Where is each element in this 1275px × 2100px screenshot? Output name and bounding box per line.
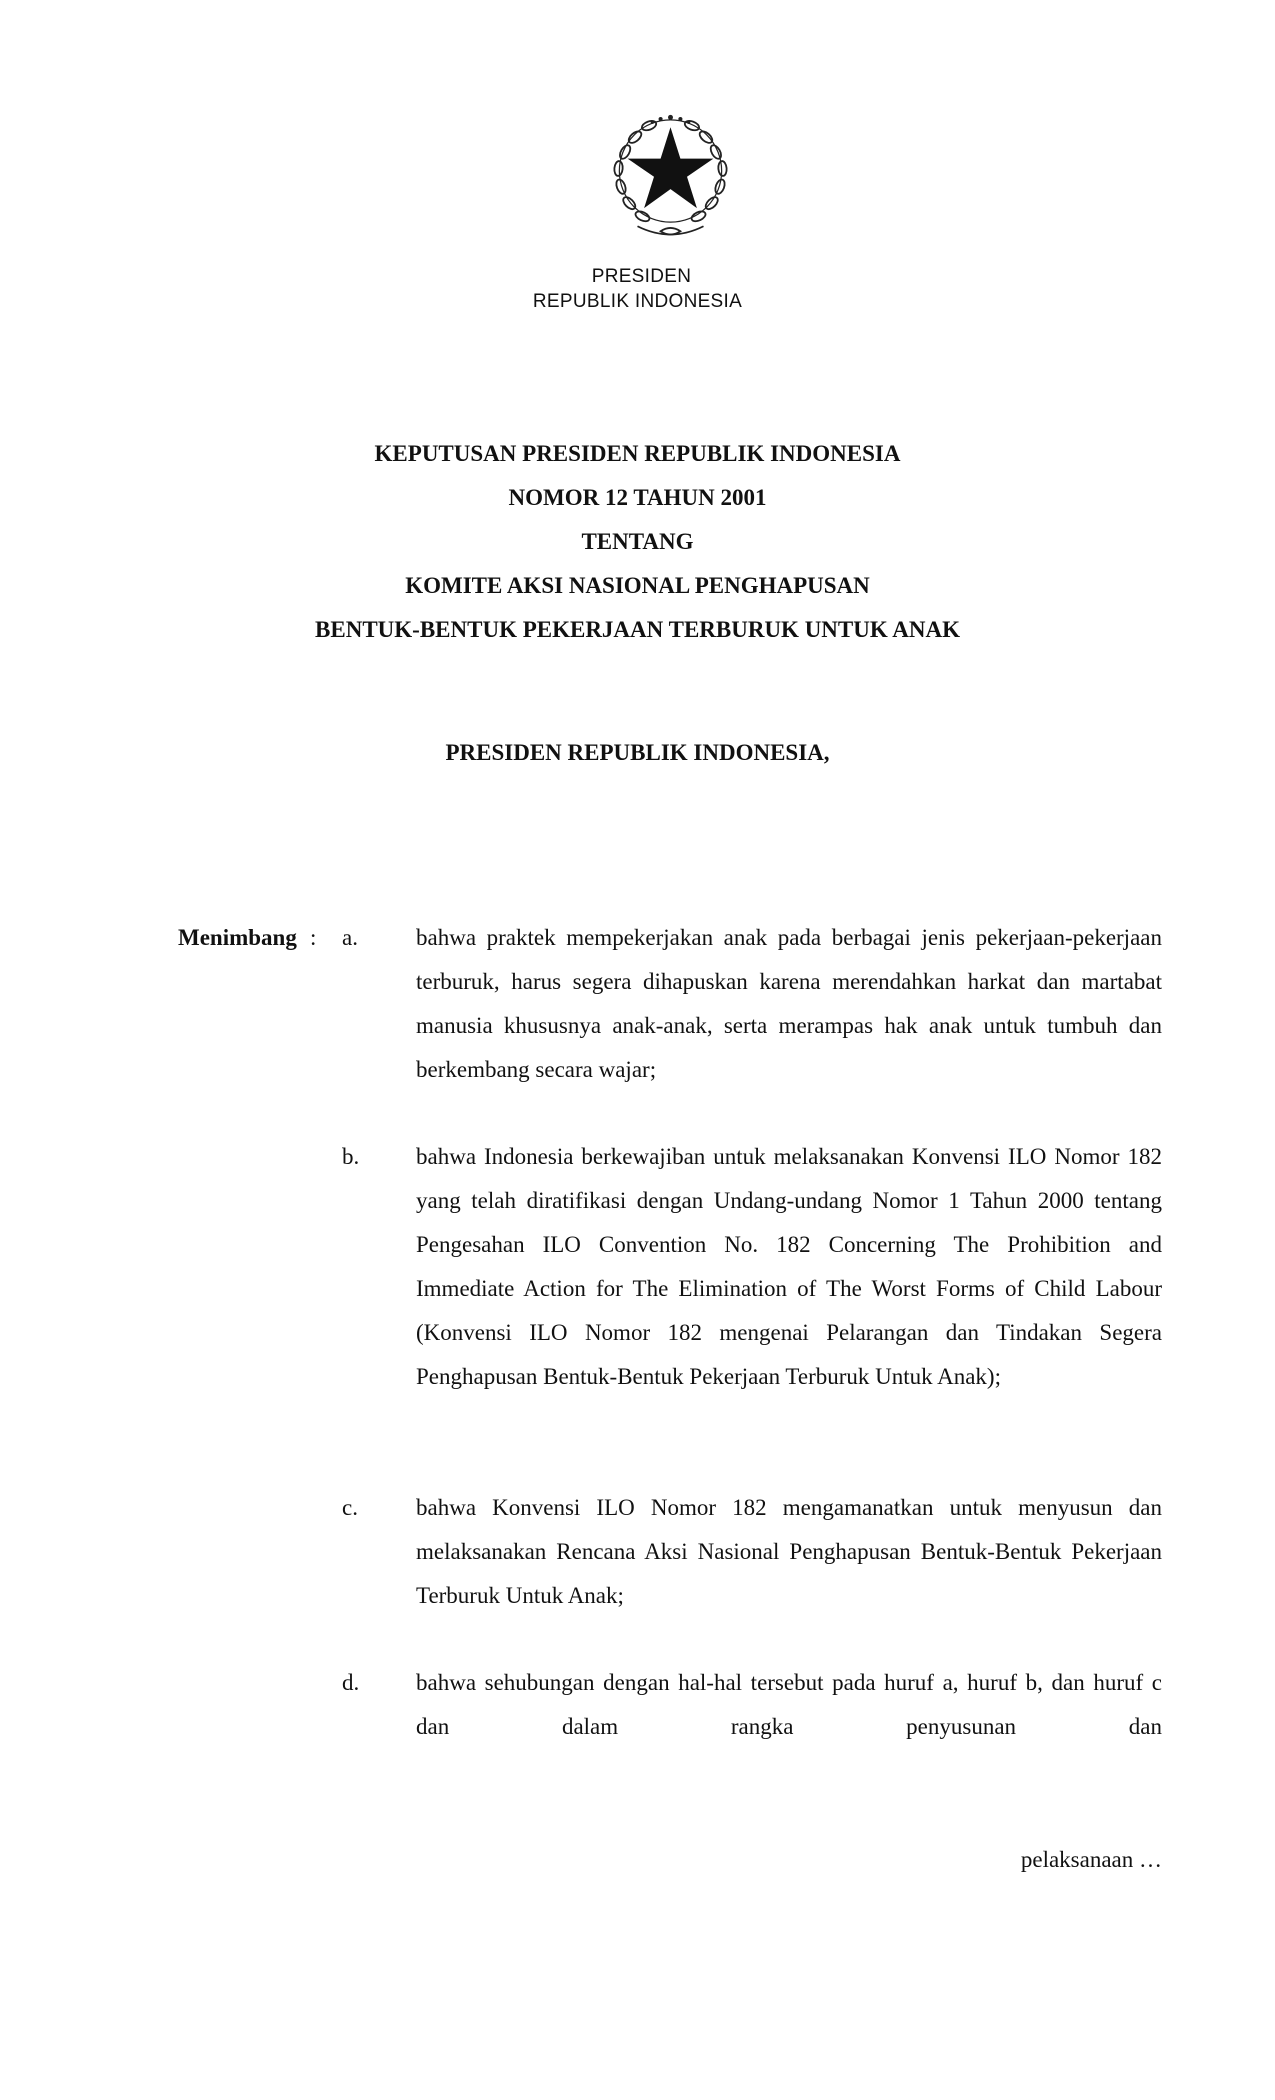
item-text-c: bahwa Konvensi ILO Nomor 182 mengamanatkan untuk menyusun dan melaksanakan Rencana Aksi Nasional Penghapusan Bentuk-Bentuk Pekerjaan Terburuk Untuk Anak; (416, 1495, 1162, 1608)
decree-title (0, 432, 1275, 652)
title-line-5: BENTUK-BENTUK PEKERJAAN TERBURUK UNTUK ANAK (315, 617, 960, 642)
item-text-a: bahwa praktek mempekerjakan anak pada berbagai jenis pekerjaan-pekerjaan terburuk, harus segera dihapuskan karena merendahkan harkat dan martabat manusia khususnya anak-anak, serta merampas hak anak untuk tumbuh dan berkembang secara wajar; (416, 925, 1162, 1082)
title-line-2: NOMOR 12 TAHUN 2001 (508, 485, 767, 510)
item-text-d: bahwa sehubungan dengan hal-hal tersebut pada huruf a, huruf b, dan huruf c dan dalam rangka penyusunan dan (416, 1670, 1162, 1739)
presidential-seal-icon (588, 86, 753, 251)
letterhead-subtitle: REPUBLIK INDONESIA (532, 291, 743, 312)
item-marker-b: b. (342, 1144, 360, 1169)
letterhead-title: PRESIDEN (591, 266, 692, 287)
item-marker-d: d. (342, 1670, 360, 1695)
title-line-3: TENTANG (581, 529, 694, 554)
item-marker-c: c. (342, 1495, 358, 1520)
title-line-1: KEPUTUSAN PRESIDEN REPUBLIK INDONESIA (374, 441, 901, 466)
page-continuation: pelaksanaan … (1020, 1847, 1162, 1872)
considering-colon: : (310, 925, 317, 950)
considering-label: Menimbang (178, 925, 297, 950)
title-line-4: KOMITE AKSI NASIONAL PENGHAPUSAN (405, 573, 870, 598)
item-marker-a: a. (342, 925, 358, 950)
president-heading: PRESIDEN REPUBLIK INDONESIA, (445, 740, 830, 765)
item-text-b: bahwa Indonesia berkewajiban untuk melaksanakan Konvensi ILO Nomor 182 yang telah diratifikasi dengan Undang-undang Nomor 1 Tahun 2000 tentang Pengesahan ILO Convention No. 182 Concerning The Prohibition and Immediate Action for The Elimination of The Worst Forms of Child Labour (Konvensi ILO Nomor 182 mengenai Pelarangan dan Tindakan Segera Penghapusan Bentuk-Bentuk Pekerjaan Terburuk Untuk Anak); (416, 1144, 1162, 1389)
